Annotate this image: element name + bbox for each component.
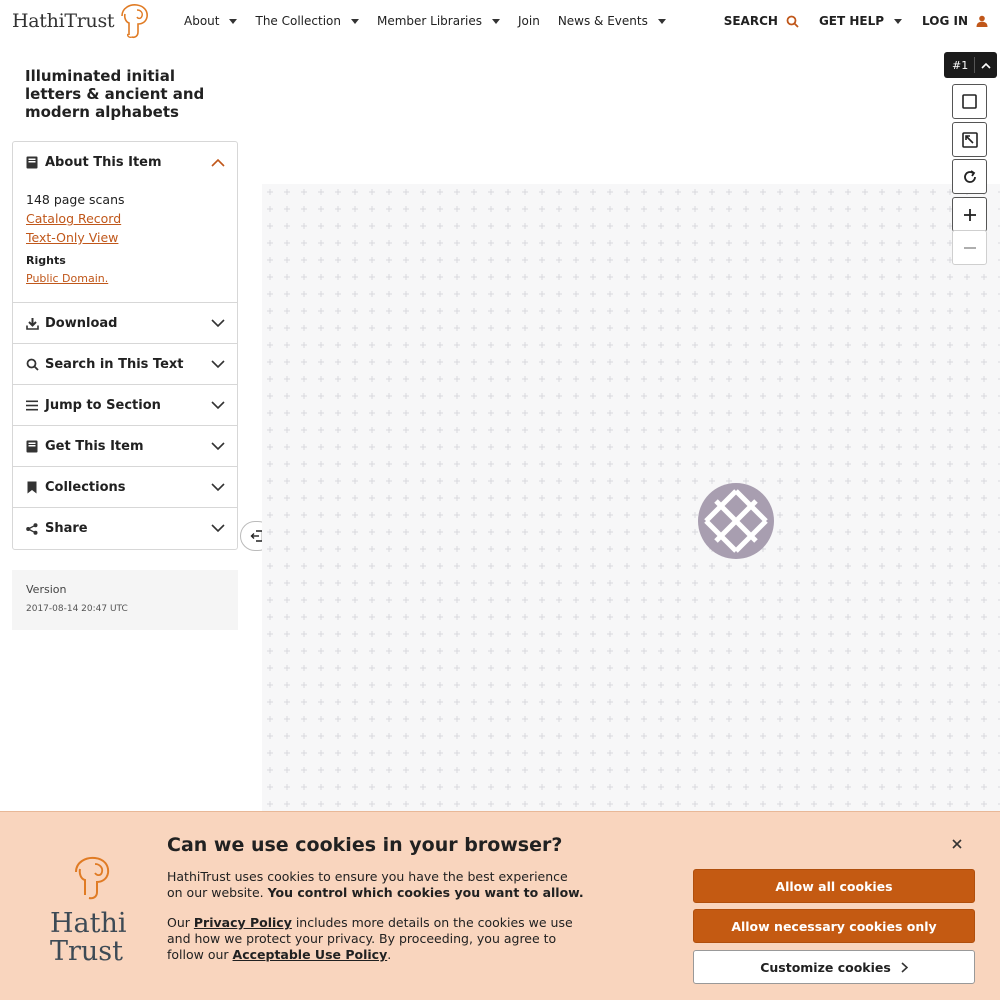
cookie-policy-text <box>167 915 587 963</box>
cookie-logo-line2: Trust <box>50 936 124 967</box>
about-body <box>13 183 237 290</box>
cookie-description <box>167 869 587 901</box>
chevron-down-icon <box>211 524 225 533</box>
policy-text-b: includes more details on the cookies we use and how we protect your privacy. By proceeding, you agree to follow our <box>167 915 573 962</box>
version-box <box>12 570 238 630</box>
about-label: About This Item <box>45 155 162 170</box>
catalog-record-link[interactable]: Catalog Record <box>26 211 122 226</box>
policy-text-c: . <box>387 947 392 962</box>
caret-down-icon <box>351 19 359 24</box>
get-this-item-label: Get This Item <box>45 438 144 454</box>
download-icon <box>25 316 39 330</box>
expand-icon <box>962 132 978 148</box>
header-actions <box>704 0 988 42</box>
share-toggle[interactable] <box>13 508 237 549</box>
collections-toggle[interactable] <box>13 467 237 508</box>
cookie-description-text: HathiTrust uses cookies to ensure you have the best experience on our website. <box>167 869 568 900</box>
item-sidebar <box>12 141 238 550</box>
policy-text-a: Our <box>167 915 194 930</box>
get-this-item-toggle[interactable] <box>13 426 237 467</box>
chevron-down-icon <box>211 401 225 410</box>
caret-down-icon <box>894 19 902 24</box>
item-title: Illuminated initial letters & ancient and modern alphabets <box>25 67 205 121</box>
search-in-text-label: Search in This Text <box>45 356 184 372</box>
share-icon <box>25 522 39 536</box>
bookmark-icon <box>25 480 39 494</box>
book-icon <box>25 156 39 170</box>
version-label: Version <box>26 583 67 596</box>
public-domain-link[interactable]: Public Domain. <box>26 272 109 285</box>
elephant-logo-icon <box>68 854 112 900</box>
get-help-label: GET HELP <box>818 14 885 28</box>
nav-collection-label: The Collection <box>255 14 341 28</box>
site-header <box>0 0 1000 44</box>
about-section <box>13 142 237 303</box>
download-label: Download <box>45 315 118 331</box>
divider <box>974 57 975 73</box>
caret-down-icon <box>658 19 666 24</box>
cookie-title: Can we use cookies in your browser? <box>167 834 563 856</box>
page-indicator[interactable] <box>944 52 997 78</box>
nav-news-events[interactable] <box>558 14 666 28</box>
main-nav <box>184 0 684 42</box>
search-icon <box>786 15 799 28</box>
allow-necessary-cookies-button[interactable] <box>693 909 975 943</box>
chevron-down-icon <box>211 483 225 492</box>
search-icon <box>25 357 39 371</box>
caret-down-icon <box>492 19 500 24</box>
share-label: Share <box>45 521 88 536</box>
download-toggle[interactable] <box>13 303 237 344</box>
single-page-view-button[interactable] <box>952 84 987 119</box>
chevron-down-icon <box>211 319 225 328</box>
square-icon <box>962 94 977 109</box>
jump-to-section-label: Jump to Section <box>45 397 161 413</box>
cookie-description-bold: You control which cookies you want to allow. <box>267 885 584 900</box>
privacy-policy-link[interactable]: Privacy Policy <box>193 915 292 930</box>
collections-label: Collections <box>45 479 126 495</box>
get-help-link[interactable] <box>819 14 902 28</box>
close-icon[interactable] <box>949 837 965 853</box>
user-icon <box>976 15 988 27</box>
customize-label: Customize cookies <box>760 959 891 975</box>
allow-necessary-label: Allow necessary cookies only <box>731 918 937 934</box>
customize-cookies-button[interactable] <box>693 950 975 984</box>
cookie-hathitrust-logo <box>50 854 132 966</box>
hathitrust-logo[interactable] <box>12 2 150 40</box>
fullscreen-button[interactable] <box>952 122 987 157</box>
loading-spinner-icon <box>698 483 774 559</box>
page-scans-count: 148 page scans <box>26 192 125 207</box>
zoom-in-button[interactable] <box>952 197 987 232</box>
rotate-button[interactable] <box>952 159 987 194</box>
nav-about[interactable] <box>184 14 237 28</box>
nav-member-libraries-label: Member Libraries <box>376 14 482 28</box>
chevron-down-icon <box>211 360 225 369</box>
rotate-icon <box>962 169 978 185</box>
cookie-logo-line1: Hathi <box>50 908 127 939</box>
zoom-out-button[interactable] <box>952 230 987 265</box>
search-link[interactable] <box>724 14 799 28</box>
jump-to-section-toggle[interactable] <box>13 385 237 426</box>
login-link[interactable] <box>922 14 988 28</box>
allow-all-cookies-button[interactable] <box>693 869 975 903</box>
minus-icon <box>963 241 977 255</box>
logo-text: HathiTrust <box>12 10 115 32</box>
list-icon <box>25 398 39 412</box>
page-viewer[interactable] <box>262 184 1000 824</box>
version-value: 2017-08-14 20:47 UTC <box>26 604 128 614</box>
nav-member-libraries[interactable] <box>377 14 500 28</box>
about-toggle[interactable] <box>13 142 237 183</box>
nav-join[interactable] <box>518 14 540 28</box>
elephant-logo-icon <box>116 2 150 40</box>
chevron-up-icon <box>981 62 991 69</box>
nav-join-label: Join <box>517 14 540 28</box>
caret-down-icon <box>229 19 237 24</box>
nav-about-label: About <box>184 14 220 28</box>
chevron-up-icon <box>211 158 225 167</box>
acceptable-use-policy-link[interactable]: Acceptable Use Policy <box>232 947 388 962</box>
rights-label: Rights <box>26 254 66 267</box>
login-label: LOG IN <box>922 14 968 28</box>
search-link-label: SEARCH <box>723 14 778 28</box>
page-number: #1 <box>952 58 969 72</box>
search-in-text-toggle[interactable] <box>13 344 237 385</box>
nav-news-events-label: News & Events <box>557 14 648 28</box>
nav-collection[interactable] <box>255 14 359 28</box>
chevron-down-icon <box>211 442 225 451</box>
chevron-right-icon <box>901 962 908 973</box>
allow-all-label: Allow all cookies <box>775 878 893 894</box>
cookie-banner <box>0 811 1000 1000</box>
plus-icon <box>963 208 977 222</box>
book-icon <box>25 439 39 453</box>
text-only-view-link[interactable]: Text-Only View <box>26 230 119 245</box>
